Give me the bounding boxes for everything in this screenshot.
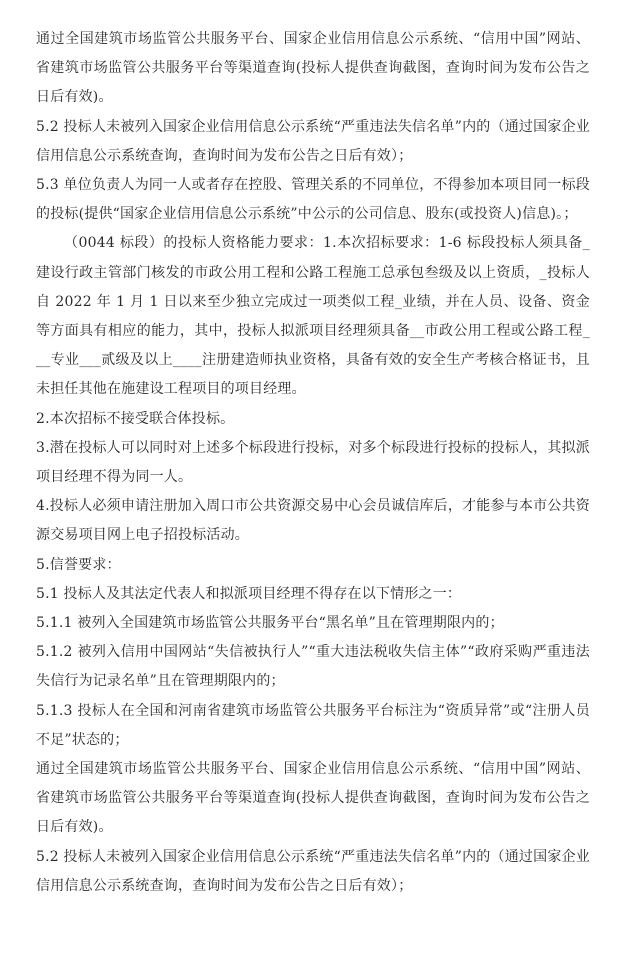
paragraph-query-channels-repeat: 通过全国建筑市场监管公共服务平台、国家企业信用信息公示系统、“信用中国”网站、省建筑市场监管公共服务平台等渠道查询(投标人提供查询截图，查询时间为发布公告之日后有效)。: [36, 761, 590, 836]
paragraph-5-credit-heading: 5.信誉要求：: [36, 556, 121, 573]
paragraph-query-channels: 通过全国建筑市场监管公共服务平台、国家企业信用信息公示系统、“信用中国”网站、省建筑市场监管公共服务平台等渠道查询(投标人提供查询截图，查询时间为发布公告之日后有效)。: [36, 31, 590, 106]
paragraph-3-multiple-sections: 3.潜在投标人可以同时对上述多个标段进行投标，对多个标段进行投标的投标人，其拟派项目经理不得为同一人。: [36, 439, 590, 486]
paragraph-0044-qualification: （0044 标段）的投标人资格能力要求：1.本次招标要求：1-6 标段投标人须具备_建设行政主管部门核发的市政公用工程和公路工程施工总承包叁级及以上资质，_投标人自 2022 年 1 月 1 日以来至少独立完成过一项类似工程_业绩，并在人员、设备、资金等方面具有相应的能力，其中，投标人拟派项目经理须具备__市政公用工程或公路工程___专业___贰级及以上____注册建造师执业资格，具备有效的安全生产考核合格证书，且未担任其他在施建设工程项目的项目经理。: [36, 235, 590, 398]
paragraph-5-2: 5.2 投标人未被列入国家企业信用信息公示系统“严重违法失信名单”内的（通过国家企业信用信息公示系统查询，查询时间为发布公告之日后有效）；: [36, 118, 590, 164]
paragraph-4-registration: 4.投标人必须申请注册加入周口市公共资源交易中心会员诚信库后，才能参与本市公共资源交易项目网上电子招投标活动。: [36, 498, 590, 544]
top-margin: [36, 0, 590, 25]
paragraph-5-3: 5.3 单位负责人为同一人或者存在控股、管理关系的不同单位，不得参加本项目同一标段的投标(提供“国家企业信用信息公示系统”中公示的公司信息、股东(或投资人)信息)。；: [36, 177, 590, 223]
paragraph-2-no-consortium: 2.本次招标不接受联合体投标。: [36, 410, 235, 427]
paragraph-5-1: 5.1 投标人及其法定代表人和拟派项目经理不得存在以下情形之一：: [36, 585, 462, 602]
paragraph-5-1-1: 5.1.1 被列入全国建筑市场监管公共服务平台“黑名单”且在管理期限内的；: [36, 615, 504, 632]
paragraph-5-1-3: 5.1.3 投标人在全国和河南省建筑市场监管公共服务平台标注为“资质异常”或“注册人员不足”状态的；: [36, 702, 590, 748]
paragraph-5-1-2: 5.1.2 被列入信用中国网站“失信被执行人”“重大违法税收失信主体”“政府采购严重违法失信行为记录名单”且在管理期限内的；: [36, 644, 590, 690]
paragraph-5-2-repeat: 5.2 投标人未被列入国家企业信用信息公示系统“严重违法失信名单”内的（通过国家企业信用信息公示系统查询，查询时间为发布公告之日后有效）；: [36, 848, 590, 894]
